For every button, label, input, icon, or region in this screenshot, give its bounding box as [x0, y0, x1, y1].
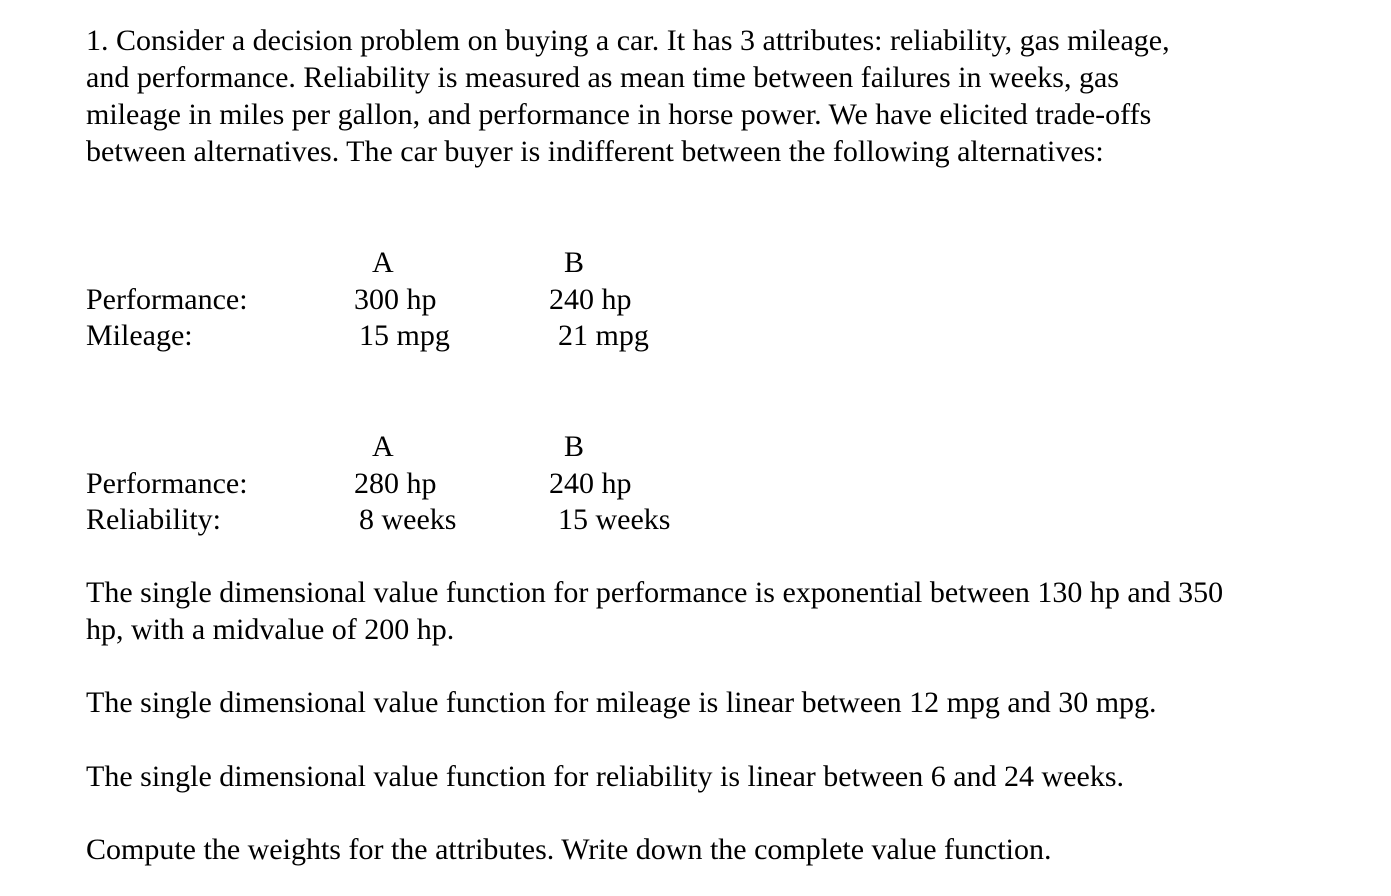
column-header-a: A — [372, 430, 394, 463]
mileage-value-function-paragraph: The single dimensional value function for mileage is linear between 12 mpg and 30 mpg. — [86, 686, 1157, 719]
task-paragraph: Compute the weights for the attributes. Write down the complete value function. — [86, 833, 1052, 866]
table-header-row — [0, 428, 1391, 465]
row-label: Performance: — [86, 467, 248, 500]
table-row — [0, 501, 1391, 538]
table-header-row — [0, 244, 1391, 281]
table-row — [0, 465, 1391, 502]
column-header-b: B — [564, 430, 585, 463]
value-a: 15 mpg — [359, 319, 450, 352]
column-header-b: B — [564, 246, 585, 279]
value-a: 280 hp — [354, 467, 437, 500]
problem-number: 1. — [86, 24, 109, 57]
value-b: 15 weeks — [558, 503, 671, 536]
row-label: Mileage: — [86, 319, 193, 352]
table-row — [0, 281, 1391, 318]
row-label: Performance: — [86, 283, 248, 316]
value-a: 300 hp — [354, 283, 437, 316]
reliability-value-function-paragraph: The single dimensional value function for reliability is linear between 6 and 24 weeks. — [86, 760, 1125, 793]
row-label: Reliability: — [86, 503, 221, 536]
problem-intro — [86, 22, 1196, 170]
value-a: 8 weeks — [359, 503, 457, 536]
value-b: 240 hp — [549, 283, 632, 316]
column-header-a: A — [372, 246, 394, 279]
problem-intro-text: Consider a decision problem on buying a car. It has 3 attributes: reliability, gas mileage, and performance. Reliability is measured as mean time between failures in weeks, gas mileage in miles per gallon, and performance in horse power. We have elicited trade-offs between alternatives. The car buyer is indifferent between the following alternatives: — [86, 24, 1170, 168]
performance-value-function-paragraph: The single dimensional value function for performance is exponential between 130 hp and 350 hp, with a midvalue of 200 hp. — [86, 576, 1224, 646]
value-b: 21 mpg — [558, 319, 649, 352]
table-row — [0, 317, 1391, 354]
value-b: 240 hp — [549, 467, 632, 500]
